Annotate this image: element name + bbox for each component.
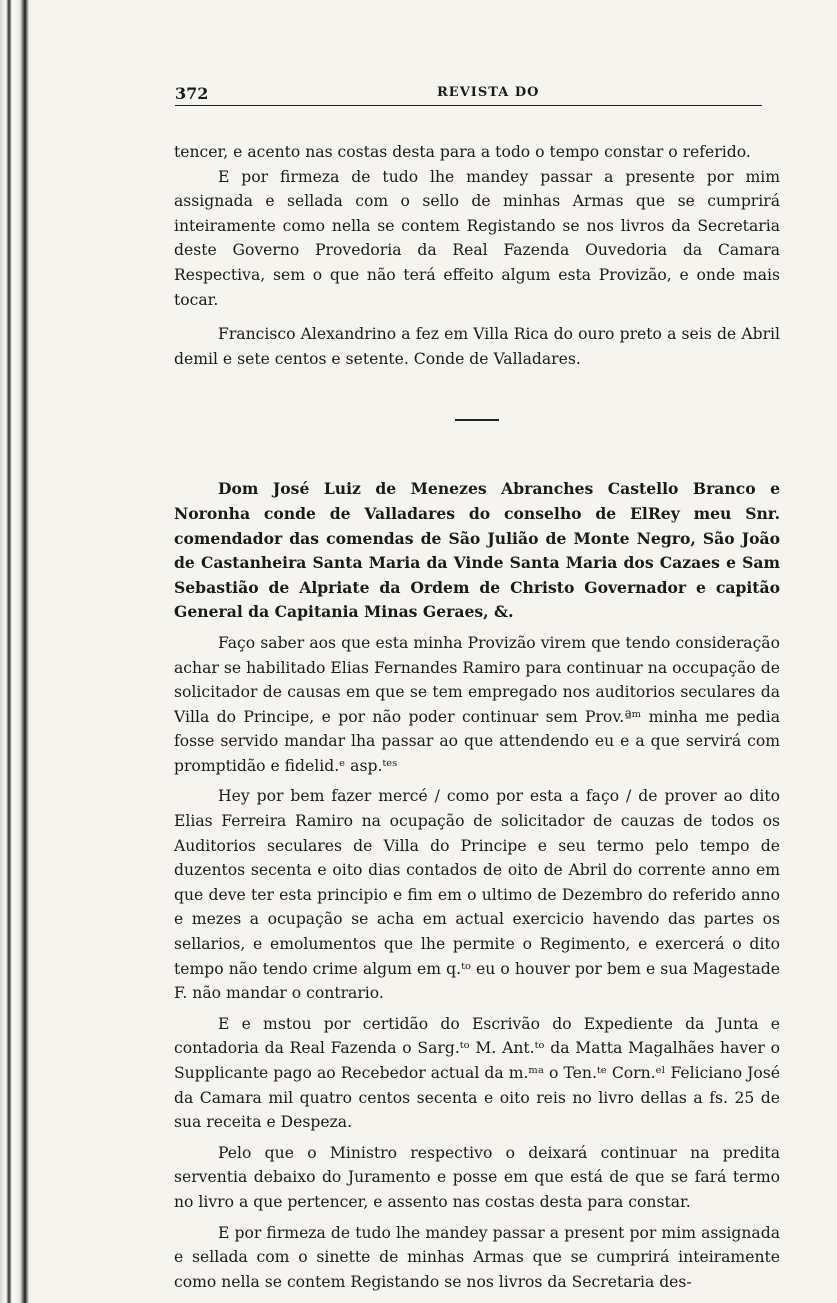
running-title: REVISTA DO [437, 85, 540, 100]
section-separator [455, 419, 499, 421]
paragraph-continuation: tencer, e acento nas costas desta para a todo o tempo constar o referido. [174, 143, 751, 161]
page-header [175, 84, 762, 106]
paragraph: E por firmeza de tudo lhe mandey passar a presente por mim assignada e sellada com o sello de minhas Armas que se cumprirá inteiramente como nella se contem Registando se nos livros da Secretaria deste Governo Provedoria da Real Fazenda Ouvedoria da Camara Respectiva, sem o que não terá effeito algum esta Provizão, e onde mais tocar. [174, 167, 780, 309]
book-binding-edge [0, 0, 32, 1303]
paragraph: Hey por bem fazer mercé / como por esta a faço / de prover ao dito Elias Ferreira Ramiro na ocupação de solicitador de cauzas de todos os Auditorios seculares de Villa do Principe e seu termo pelo tempo de duzentos secenta e oito dias contados de oito de Abril do corrente anno em que deve ter esta principio e fim em o ultimo de Dezembro do referido anno e mezes a ocupação se acha em actual exercicio havendo das partes os sellarios, e emolumentos que lhe permite o Regimento, e exercerá o dito tempo não tendo crime algum em q.ᵗᵒ eu o houver por bem e sua Magestade F. não mandar o contrario. [174, 787, 780, 1003]
header-rule [175, 105, 762, 106]
paragraph: Faço saber aos que esta minha Provizão virem que tendo consideração achar se habilitado Elias Fernandes Ramiro para continuar na occupação de solicitador de causas em que se tem empregado nos auditorios seculares da Villa do Principe, e por não poder continuar sem Prov.ªᵐ minha me pedia fosse servido mandar lha passar ao que attendendo eu e a que servirá com promptidão e fidelid.ᵉ asp.ᵗᵉˢ [174, 633, 780, 775]
page-number: 372 [175, 84, 209, 103]
provision-heading: Dom José Luiz de Menezes Abranches Castello Branco e Noronha conde de Valladares do conselho de ElRey meu Snr. comendador das comendas de São Julião de Monte Negro, São João de Castanheira Santa Maria da Vinde Santa Maria dos Cazaes e Sam Sebastião de Alpriate da Ordem de Christo Governador e capitão General da Capitania Minas Geraes, &. [174, 479, 780, 622]
paragraph: E por firmeza de tudo lhe mandey passar a present por mim assignada e sellada com o sinette de minhas Armas que se cumprirá inteiramente como nella se contem Registando se nos livros da Secretaria des- [174, 1223, 780, 1291]
document-body [174, 140, 780, 1294]
paragraph: E e mstou por certidão do Escrivão do Expediente da Junta e contadoria da Real Fazenda o Sarg.ᵗᵒ M. Ant.ᵗᵒ da Matta Magalhães haver o Supplicante pago ao Recebedor actual da m.ᵐᵃ o Ten.ᵗᵉ Corn.ᵉˡ Feliciano José da Camara mil quatro centos secenta e oito reis no livro dellas a fs. 25 de sua receita e Despeza. [174, 1014, 780, 1132]
paragraph-signature: Francisco Alexandrino a fez em Villa Rica do ouro preto a seis de Abril demil e sete centos e setente. Conde de Valladares. [174, 325, 780, 368]
paragraph: Pelo que o Ministro respectivo o deixará continuar na predita serventia debaixo do Juramento e posse em que está de que se fará termo no livro a que pertencer, e assento nas costas desta para constar. [174, 1143, 780, 1211]
